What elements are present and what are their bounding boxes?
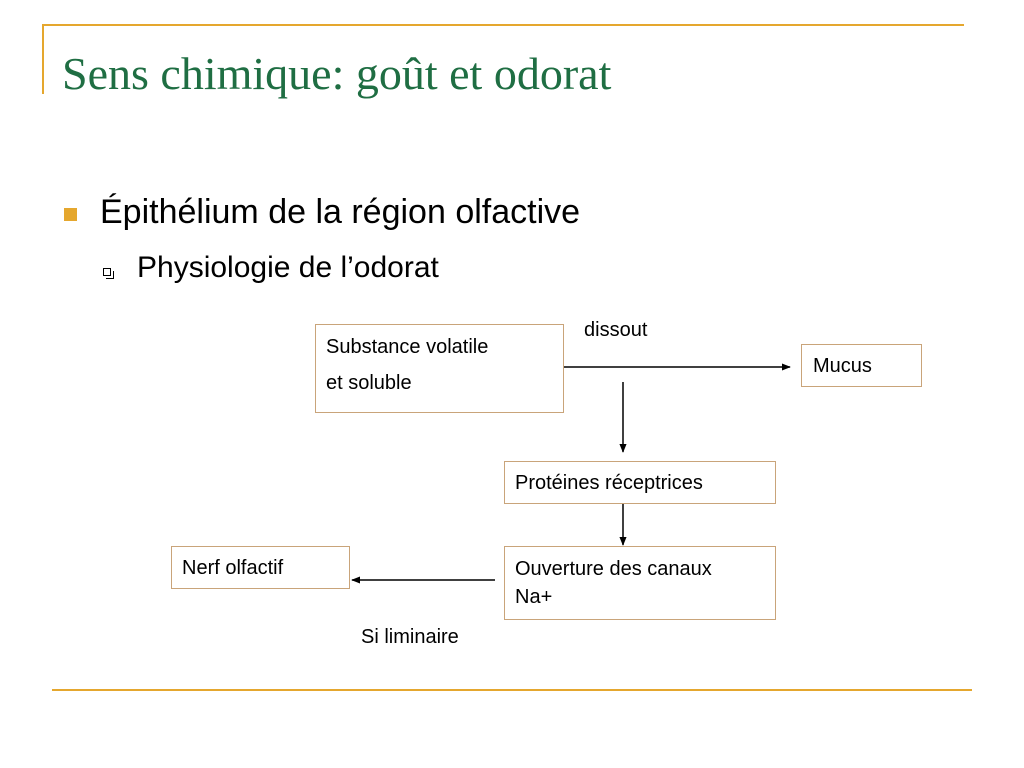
node-ouverture-line2: Na+: [515, 586, 553, 608]
node-mucus-label: Mucus: [813, 355, 872, 377]
node-nerf: [171, 546, 350, 589]
edge-label-dissout: dissout: [584, 319, 648, 341]
bullet-level2-text: Physiologie de l’odorat: [137, 251, 439, 284]
node-mucus: [801, 344, 922, 387]
bullet-level1-text: Épithélium de la région olfactive: [100, 193, 581, 231]
node-substance-line2: et soluble: [326, 372, 412, 394]
edge-label-si-liminaire: Si liminaire: [361, 626, 459, 648]
node-substance-line1: Substance volatile: [326, 336, 489, 358]
node-proteines-label: Protéines réceptrices: [515, 472, 703, 494]
node-substance: [315, 324, 564, 413]
node-ouverture-line1: Ouverture des canaux: [515, 558, 712, 580]
node-proteines: [504, 461, 776, 504]
node-ouverture: [504, 546, 776, 620]
node-nerf-label: Nerf olfactif: [182, 557, 284, 579]
slide-title: Sens chimique: goût et odorat: [62, 48, 612, 99]
